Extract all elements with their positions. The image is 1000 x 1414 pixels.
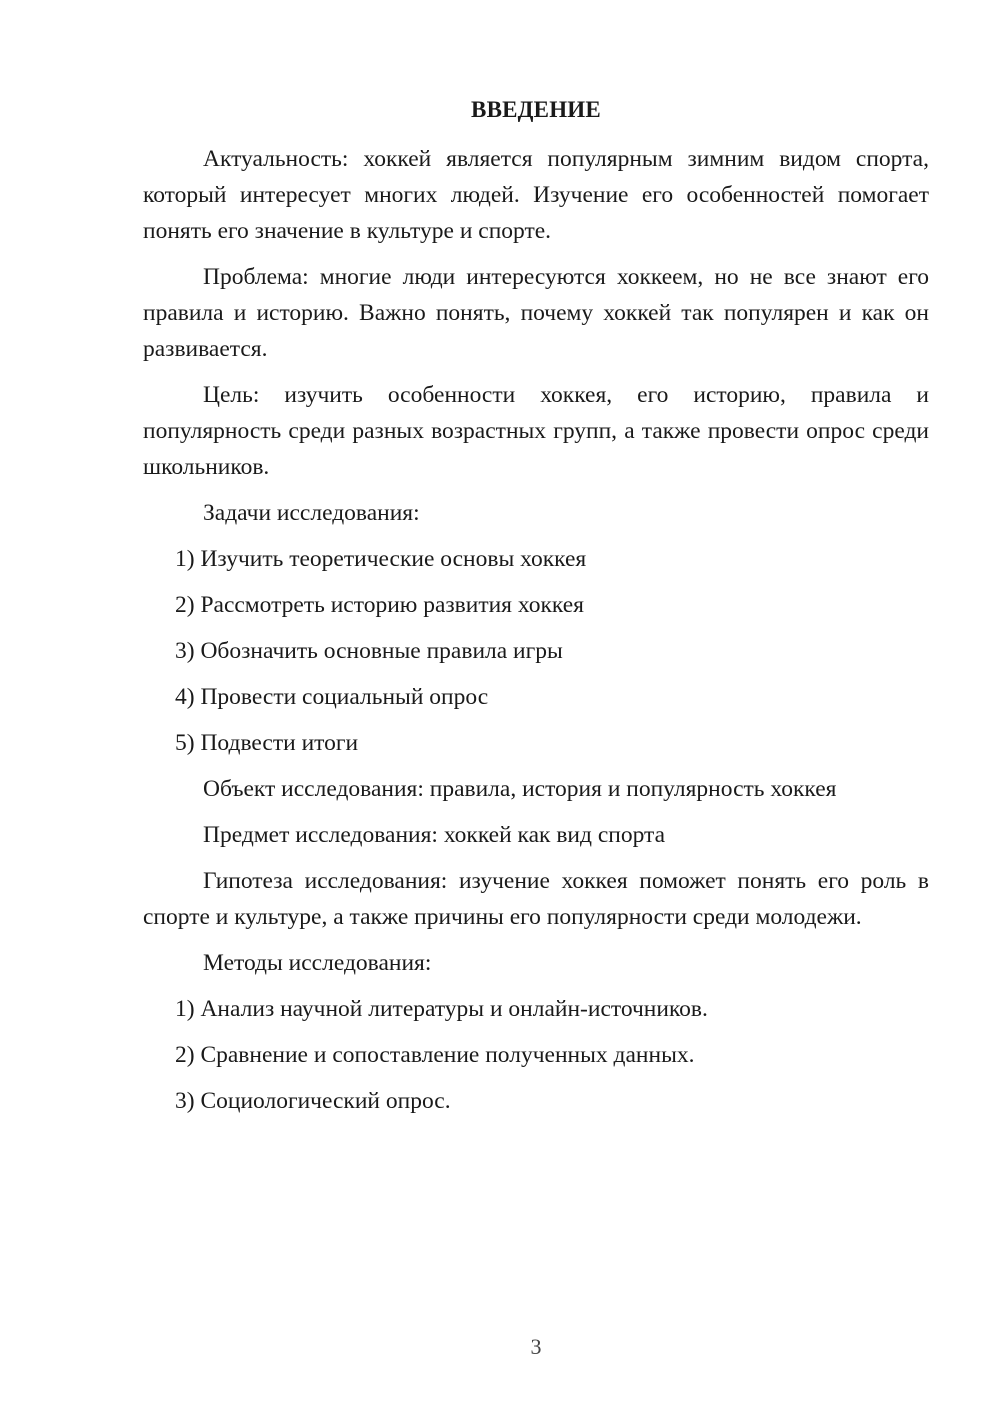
task-item: 4) Провести социальный опрос — [175, 684, 489, 710]
method-item: 2) Сравнение и сопоставление полученных данных. — [175, 1042, 695, 1068]
research-object: Объект исследования: правила, история и популярность хоккея — [203, 776, 837, 802]
problem-paragraph: Проблема: многие люди интересуются хоккеем, но не все знают его правила и историю. Важно понять, почему хоккей так популярен и как он развивается. — [143, 264, 929, 362]
tasks-label: Задачи исследования: — [203, 500, 420, 526]
relevance-paragraph: Актуальность: хоккей является популярным зимним видом спорта, который интересует многих людей. Изучение его особенностей помогает понять его значение в культуре и спорте. — [143, 146, 929, 244]
method-item: 3) Социологический опрос. — [175, 1088, 451, 1114]
method-item: 1) Анализ научной литературы и онлайн-источников. — [175, 996, 708, 1022]
research-hypothesis: Гипотеза исследования: изучение хоккея поможет понять его роль в спорте и культуре, а также причины его популярности среди молодежи. — [143, 868, 929, 930]
section-heading: ВВЕДЕНИЕ — [471, 97, 601, 122]
task-item: 3) Обозначить основные правила игры — [175, 638, 563, 664]
task-item: 1) Изучить теоретические основы хоккея — [175, 546, 587, 572]
page-number: 3 — [530, 1334, 542, 1359]
task-item: 2) Рассмотреть историю развития хоккея — [175, 592, 584, 618]
methods-label: Методы исследования: — [203, 950, 432, 976]
goal-paragraph: Цель: изучить особенности хоккея, его историю, правила и популярность среди разных возрастных групп, а также провести опрос среди школьников. — [143, 382, 929, 480]
document-body — [143, 141, 929, 1129]
research-subject: Предмет исследования: хоккей как вид спорта — [203, 822, 666, 848]
task-item: 5) Подвести итоги — [175, 730, 359, 756]
